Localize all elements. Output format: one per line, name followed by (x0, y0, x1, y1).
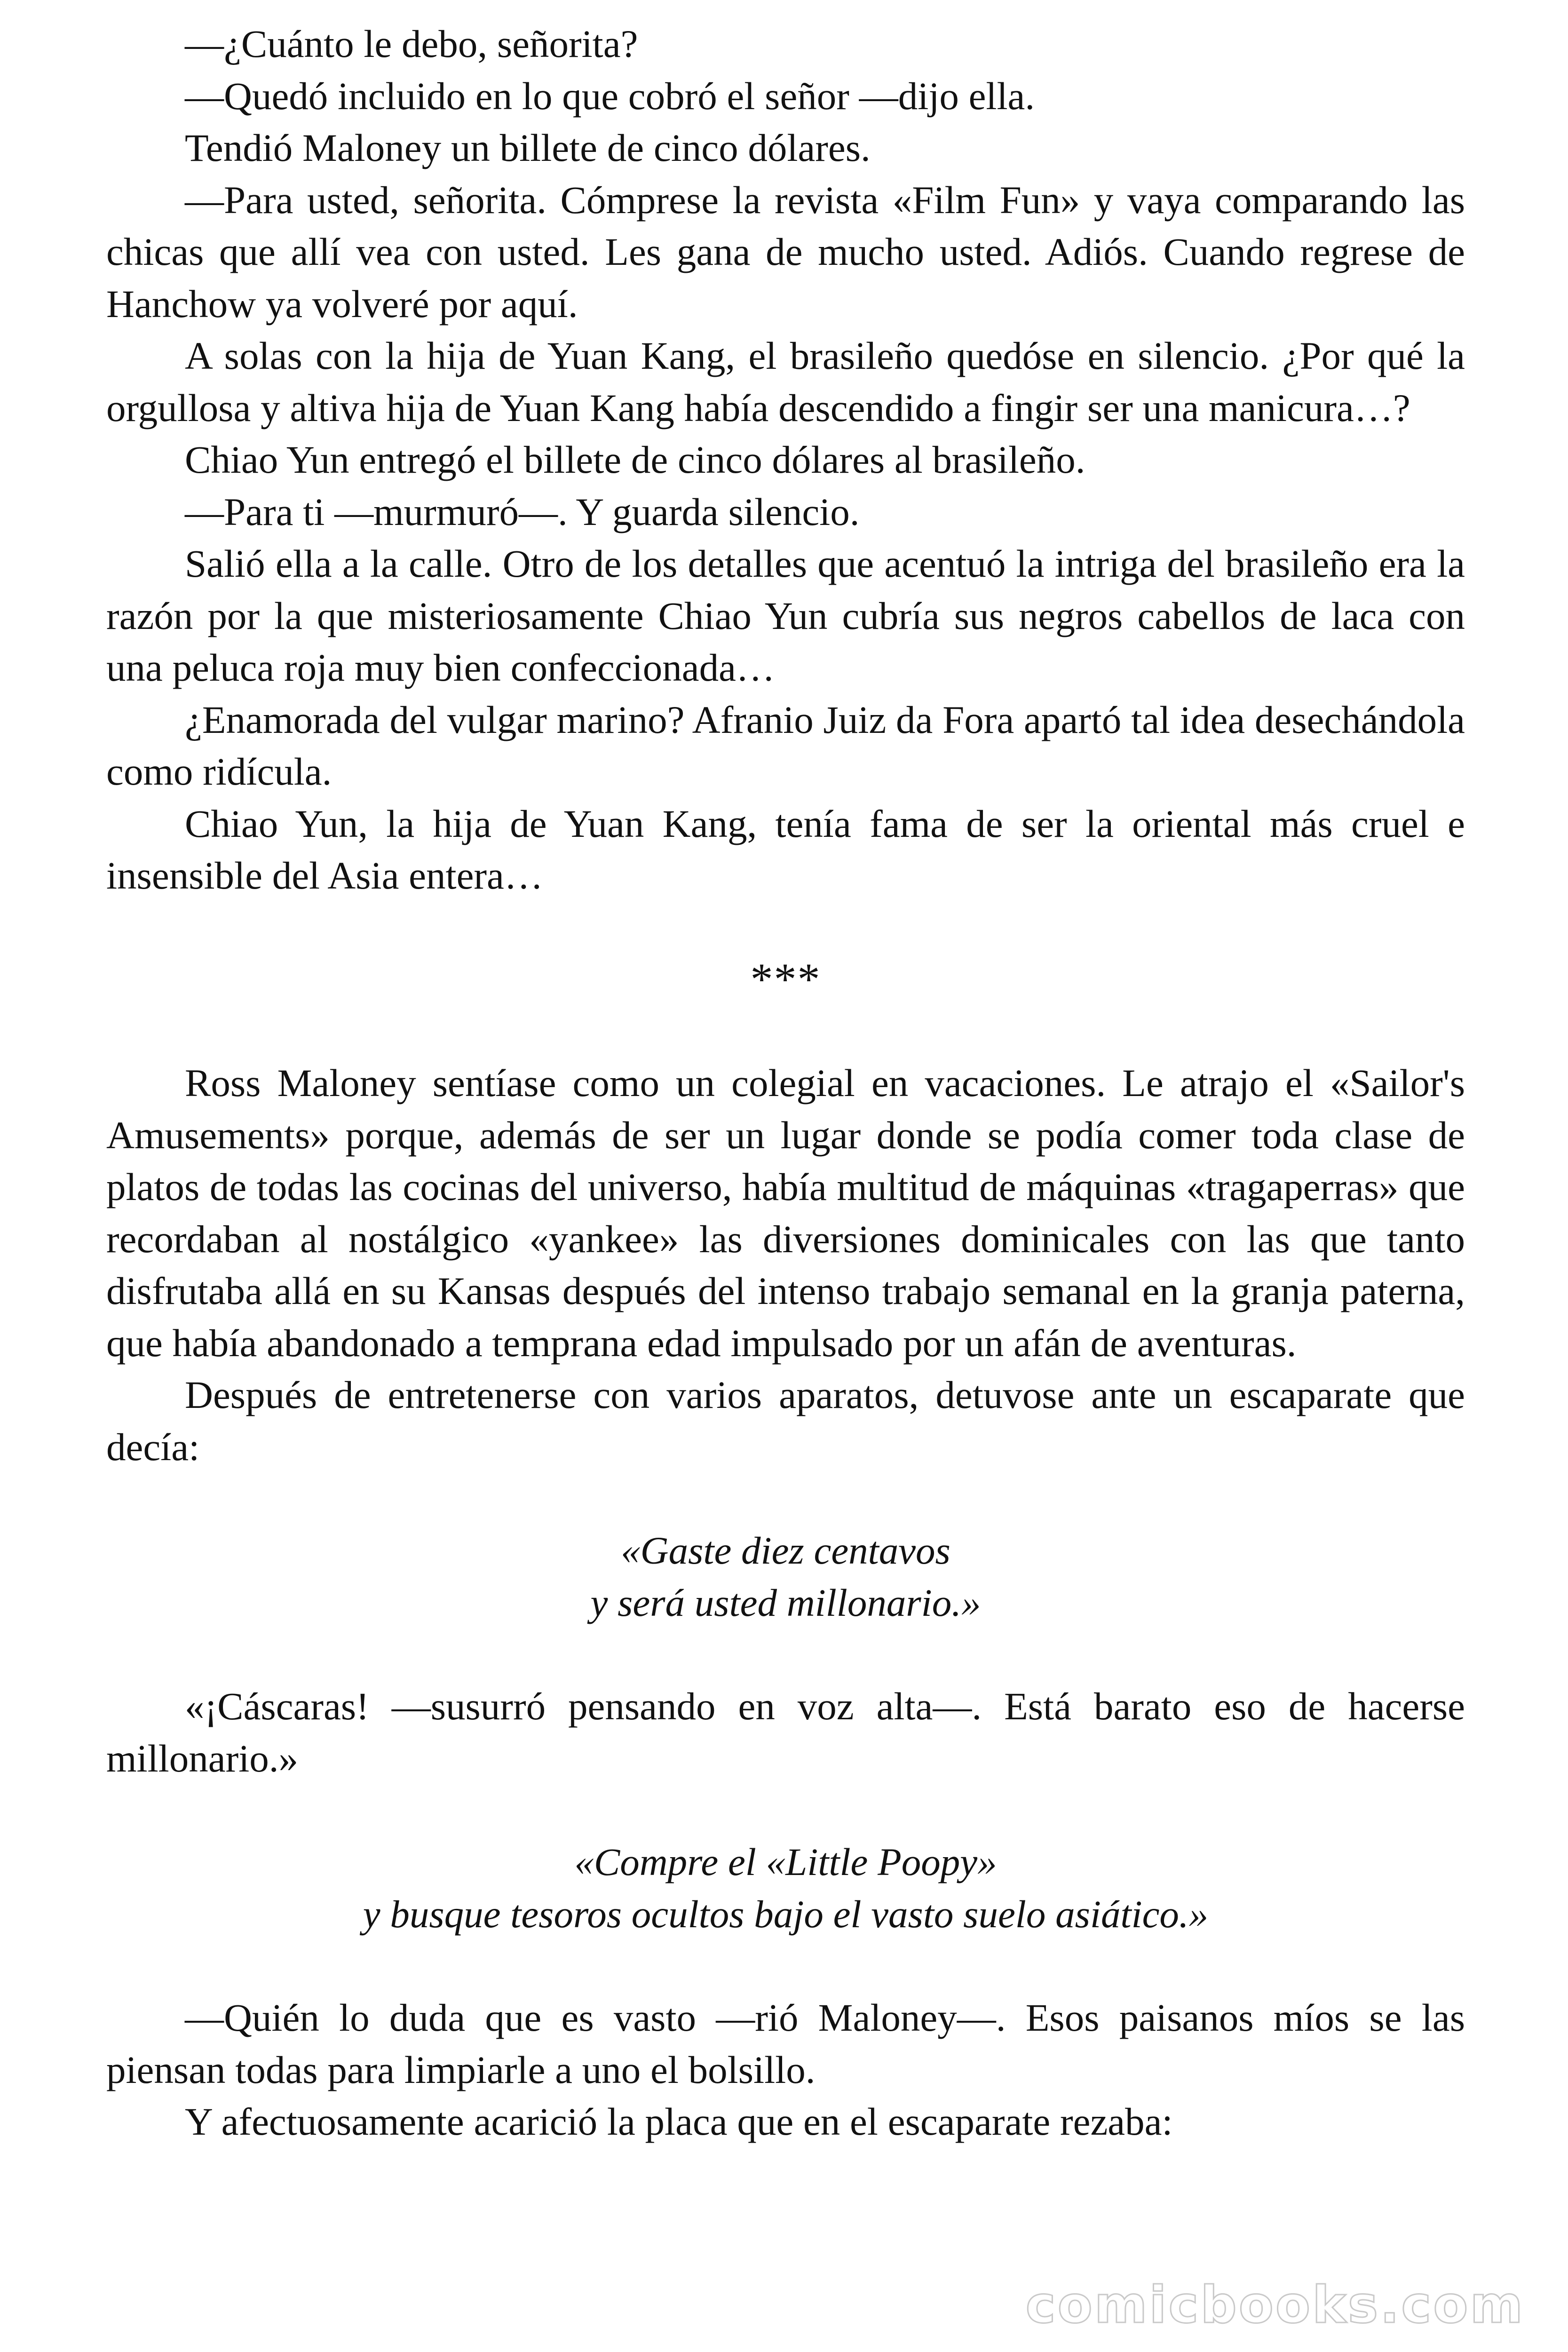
verse-line: «Gaste diez centavos (621, 1529, 950, 1572)
book-page (106, 0, 1465, 2148)
verse-line: y busque tesoros ocultos bajo el vasto suelo asiático.» (363, 1892, 1209, 1936)
paragraph: Salió ella a la calle. Otro de los detalles que acentuó la intriga del brasileño era la razón por la que misteriosamente Chiao Yun cubría sus negros cabellos de laca con una peluca roja muy bien confeccionada… (106, 542, 1465, 689)
page-body (106, 0, 1465, 2148)
paragraph: —¿Cuánto le debo, señorita? (185, 22, 638, 65)
paragraph: Tendió Maloney un billete de cinco dólares. (185, 126, 871, 169)
paragraph: —Quedó incluido en lo que cobró el señor —dijo ella. (185, 74, 1035, 118)
paragraph: —Quién lo duda que es vasto —rió Maloney—. Esos paisanos míos se las piensan todas para limpiarle a uno el bolsillo. (106, 1996, 1465, 2091)
paragraph: ¿Enamorada del vulgar marino? Afranio Juiz da Fora apartó tal idea desechándola como ridícula. (106, 698, 1465, 793)
paragraph: —Para usted, señorita. Cómprese la revista «Film Fun» y vaya comparando las chicas que allí vea con usted. Les gana de mucho usted. Adiós. Cuando regrese de Hanchow ya volveré por aquí. (106, 178, 1465, 326)
verse-quote (106, 1784, 1465, 1992)
paragraph: Ross Maloney sentíase como un colegial en vacaciones. Le atrajo el «Sailor's Amusements» porque, además de ser un lugar donde se podía comer toda clase de platos de todas las cocinas del universo, había multitud de máquinas «tragaperras» que recordaban al nostálgico «yankee» las diversiones dominicales con las que tanto disfrutaba allá en su Kansas después del intenso trabajo semanal en la granja paterna, que había abandonado a temprana edad impulsado por un afán de aventuras. (106, 1061, 1465, 1365)
section-separator: *** (750, 954, 821, 1004)
paragraph: A solas con la hija de Yuan Kang, el brasileño quedóse en silencio. ¿Por qué la orgullosa y altiva hija de Yuan Kang había descendido a fingir ser una manicura…? (106, 334, 1465, 429)
paragraph: Chiao Yun, la hija de Yuan Kang, tenía fama de ser la oriental más cruel e insensible del Asia entera… (106, 802, 1465, 897)
paragraph: «¡Cáscaras! —susurró pensando en voz alta—. Está barato eso de hacerse millonario.» (106, 1685, 1465, 1780)
verse-line: «Compre el «Little Poopy» (574, 1840, 997, 1883)
paragraph: Chiao Yun entregó el billete de cinco dólares al brasileño. (185, 438, 1085, 481)
paragraph: Después de entretenerse con varios aparatos, detuvose ante un escaparate que decía: (106, 1373, 1465, 1469)
verse-line: y será usted millonario.» (590, 1581, 981, 1624)
paragraph: Y afectuosamente acarició la placa que en el escaparate rezaba: (185, 2100, 1173, 2143)
watermark: comicbooks.com (1025, 2276, 1525, 2335)
verse-quote (106, 1473, 1465, 1680)
paragraph: —Para ti —murmuró—. Y guarda silencio. (185, 490, 860, 533)
